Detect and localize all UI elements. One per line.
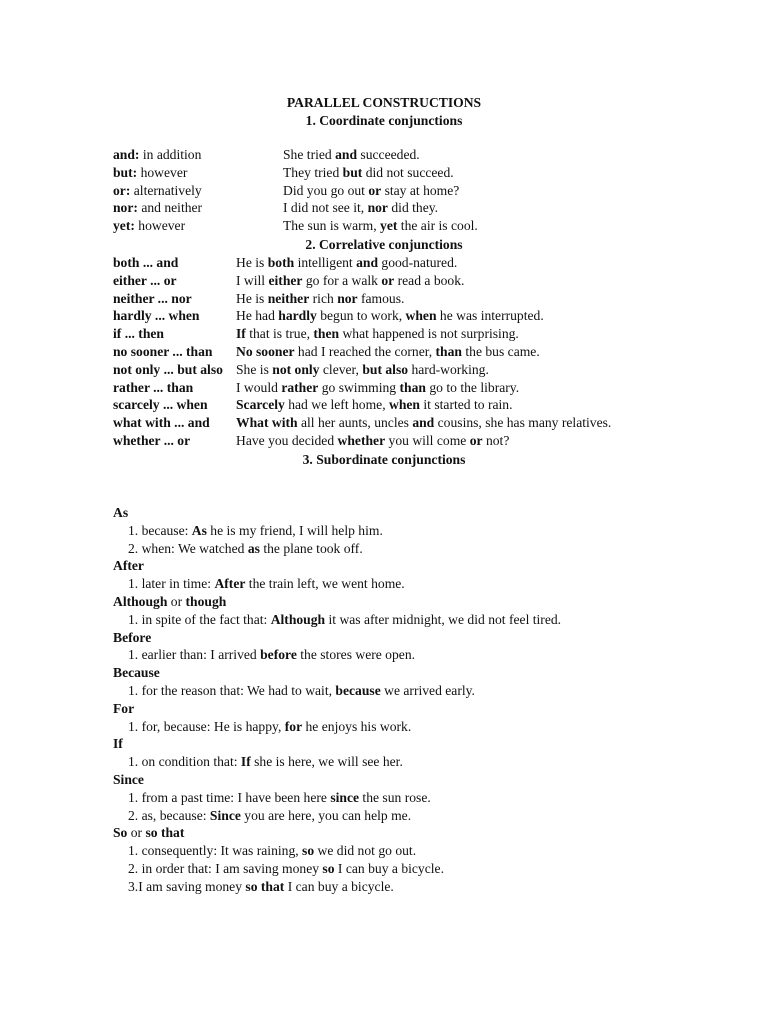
bold-text: Since [209,807,241,823]
usage-item [128,842,416,860]
section-heading-subordinate: 3. Subordinate conjunctions [302,452,466,467]
text-run: She tried [283,147,336,162]
bold-text: than [435,344,462,359]
bold-text: So [113,825,128,841]
conjunction-meaning: however [134,218,186,234]
text-run: rich [309,290,338,306]
text-run: They tried [283,164,343,180]
bold-text: Since [113,772,144,787]
text-run: 1. from a past time: I have been here [128,789,331,805]
bold-text: or [368,182,382,198]
text-run: what happened is not surprising. [339,326,519,342]
conjunction-term: what with ... and [113,415,210,431]
bold-text: For [113,700,135,716]
text-run: famous. [357,290,405,306]
conjunction-term: both ... and [113,255,179,270]
conjunction-term: neither ... nor [113,290,192,306]
usage-item [128,878,394,896]
bold-text: If [236,326,246,342]
example-sentence [283,146,420,164]
text-run: 2. in order that: I am saving money [128,861,323,876]
example-sentence [283,217,478,235]
text-run: all her aunts, uncles [297,415,413,431]
text-run: had we left home, [284,397,390,413]
text-run: you will come [385,433,470,448]
example-sentence [236,254,457,272]
bold-text: so that [245,878,285,894]
bold-text: Scarcely [236,397,285,413]
bold-text: nor [337,290,358,306]
text-run: 2. as, because: [128,807,210,823]
conjunction-heading [113,557,144,575]
usage-item [128,718,411,736]
text-run: Have you decided [236,433,338,448]
text-run: The sun is warm, [283,218,381,234]
bold-text: No sooner [236,344,295,359]
text-run: good-natured. [378,255,458,270]
bold-text: either [268,272,303,288]
text-run: the sun rose. [359,789,431,805]
example-sentence [236,432,509,450]
text-run: 1. on condition that: [128,754,241,770]
text-run: Did you go out [283,182,369,198]
bold-text: when [389,397,420,413]
bold-text: and [356,255,379,270]
bold-text: What with [236,415,298,431]
usage-item [128,789,431,807]
conjunction-term [113,164,187,182]
bold-text: Although [113,594,168,609]
text-run: 2. when: We watched [128,540,248,556]
text-run: I did not see it, [283,200,368,216]
conjunction-meaning: in addition [139,147,202,162]
text-run: the bus came. [461,344,540,359]
bold-text: so [322,861,335,876]
bold-text: so [302,843,315,859]
text-run: the stores were open. [296,647,416,663]
conjunction-term: no sooner ... than [113,344,213,359]
example-sentence [236,379,519,397]
text-run: it was after midnight, we did not feel tired. [325,611,562,627]
text-run: I would [236,379,282,395]
bold-text: but [342,164,363,180]
example-sentence [236,343,540,361]
conjunction-term: not only ... but also [113,361,223,377]
bold-text: and [335,147,358,162]
bold-text: Because [113,665,160,681]
bold-text: not only [272,361,320,377]
conjunction-term: scarcely ... when [113,397,208,413]
text-run: 3.I am saving money [128,878,246,894]
text-run: or [167,594,186,609]
bold-text: As [191,522,207,538]
usage-item [128,522,383,540]
conjunction-keyword: nor: [113,200,138,216]
section-heading-coordinate: 1. Coordinate conjunctions [305,113,463,128]
text-run: clever, [319,361,363,377]
text-run: the plane took off. [259,540,363,556]
text-run: 1. because: [128,522,192,538]
conjunction-keyword: but: [113,164,138,180]
example-sentence [283,164,454,182]
bold-text: since [330,789,360,805]
example-sentence [236,396,513,414]
conjunction-term: either ... or [113,272,177,288]
text-run: had I reached the corner, [294,344,436,359]
text-run: not? [482,433,510,448]
conjunction-term [113,199,202,217]
text-run: read a book. [394,272,465,288]
bold-text: so that [145,825,185,841]
bold-text: nor [367,200,388,216]
example-sentence [236,325,519,343]
bold-text: before [260,647,297,663]
usage-item [128,540,363,558]
usage-item [128,611,561,629]
bold-text: or [469,433,483,448]
bold-text: when [405,308,437,324]
text-run: she is here, we will see her. [250,754,403,770]
text-run: stay at home? [381,182,460,198]
bold-text: and [412,415,435,431]
text-run: go swimming [318,379,400,395]
example-sentence [236,290,404,308]
conjunction-keyword: or: [113,182,131,198]
bold-text: Although [270,611,326,627]
bold-text: then [313,326,340,342]
text-run: we did not go out. [314,843,417,859]
usage-item [128,682,475,700]
bold-text: After [214,576,246,592]
text-run: hard-working. [408,361,489,377]
conjunction-heading [113,771,144,789]
conjunction-term [113,217,185,235]
conjunction-term: whether ... or [113,433,191,448]
text-run: go for a walk [302,272,382,288]
conjunction-meaning: and neither [137,200,203,216]
usage-item [128,753,403,771]
bold-text: because [335,683,381,698]
bold-text: If [240,754,251,770]
example-sentence [283,182,459,200]
text-run: you are here, you can help me. [240,807,412,823]
text-run: 1. in spite of the fact that: [128,611,271,627]
usage-item [128,860,444,878]
conjunction-meaning: alternatively [130,182,202,198]
bold-text: rather [281,379,319,395]
text-run: She is [236,361,273,377]
text-run: I will [236,272,269,288]
conjunction-heading [113,593,226,611]
conjunction-heading [113,629,151,647]
text-run: it started to rain. [420,397,513,413]
text-run: I can buy a bicycle. [334,861,444,876]
text-run: He had [236,308,279,324]
conjunction-term: if ... then [113,326,164,342]
bold-text: After [113,558,144,574]
text-run: go to the library. [425,379,520,395]
bold-text: or [381,272,395,288]
usage-item [128,807,411,825]
bold-text: neither [267,290,310,306]
conjunction-heading [113,735,123,753]
text-run: succeeded. [357,147,420,162]
conjunction-term [113,146,201,164]
section-heading-correlative: 2. Correlative conjunctions [305,237,463,252]
text-run: He is [236,290,268,306]
usage-item [128,646,415,664]
text-run: that is true, [245,326,314,342]
conjunction-term [113,182,202,200]
bold-text: whether [337,433,386,448]
bold-text: as [247,540,260,556]
text-run: I can buy a bicycle. [284,878,394,894]
text-run: 1. for the reason that: We had to wait, [128,683,336,698]
conjunction-term: hardly ... when [113,308,200,324]
text-run: did not succeed. [362,164,454,180]
document-title: PARALLEL CONSTRUCTIONS [286,95,482,110]
bold-text: though [185,594,227,609]
bold-text: for [284,718,303,734]
text-run: he is my friend, I will help him. [206,522,383,538]
bold-text: yet [380,218,398,234]
example-sentence [283,199,438,217]
conjunction-keyword: and: [113,147,140,162]
example-sentence [236,361,489,379]
text-run: He is [236,255,268,270]
text-run: cousins, she has many relatives. [434,415,612,431]
example-sentence [236,307,544,325]
bold-text: If [113,736,123,752]
bold-text: Before [113,629,152,645]
text-run: we arrived early. [380,683,475,698]
text-run: the train left, we went home. [245,576,405,592]
conjunction-keyword: yet: [113,218,135,234]
example-sentence [236,272,464,290]
conjunction-heading [113,824,184,842]
text-run: he enjoys his work. [302,718,412,734]
conjunction-term: rather ... than [113,379,194,395]
usage-item [128,575,405,593]
conjunction-heading [113,700,134,718]
conjunction-heading [113,504,128,522]
bold-text: As [113,505,129,520]
conjunction-meaning: however [137,164,188,180]
text-run: the air is cool. [397,218,478,234]
text-run: 1. earlier than: I arrived [128,647,261,663]
text-run: he was interrupted. [436,308,544,324]
text-run: did they. [387,200,439,216]
text-run: 1. consequently: It was raining, [128,843,303,859]
text-run: 1. for, because: He is happy, [128,718,285,734]
bold-text: hardly [278,308,317,324]
bold-text: than [399,379,426,395]
text-run: 1. later in time: [128,576,215,592]
text-run: intelligent [294,255,357,270]
bold-text: both [267,255,295,270]
conjunction-heading [113,664,160,682]
text-run: or [127,825,146,841]
text-run: begun to work, [316,308,406,324]
bold-text: but also [362,361,409,377]
example-sentence [236,414,611,432]
